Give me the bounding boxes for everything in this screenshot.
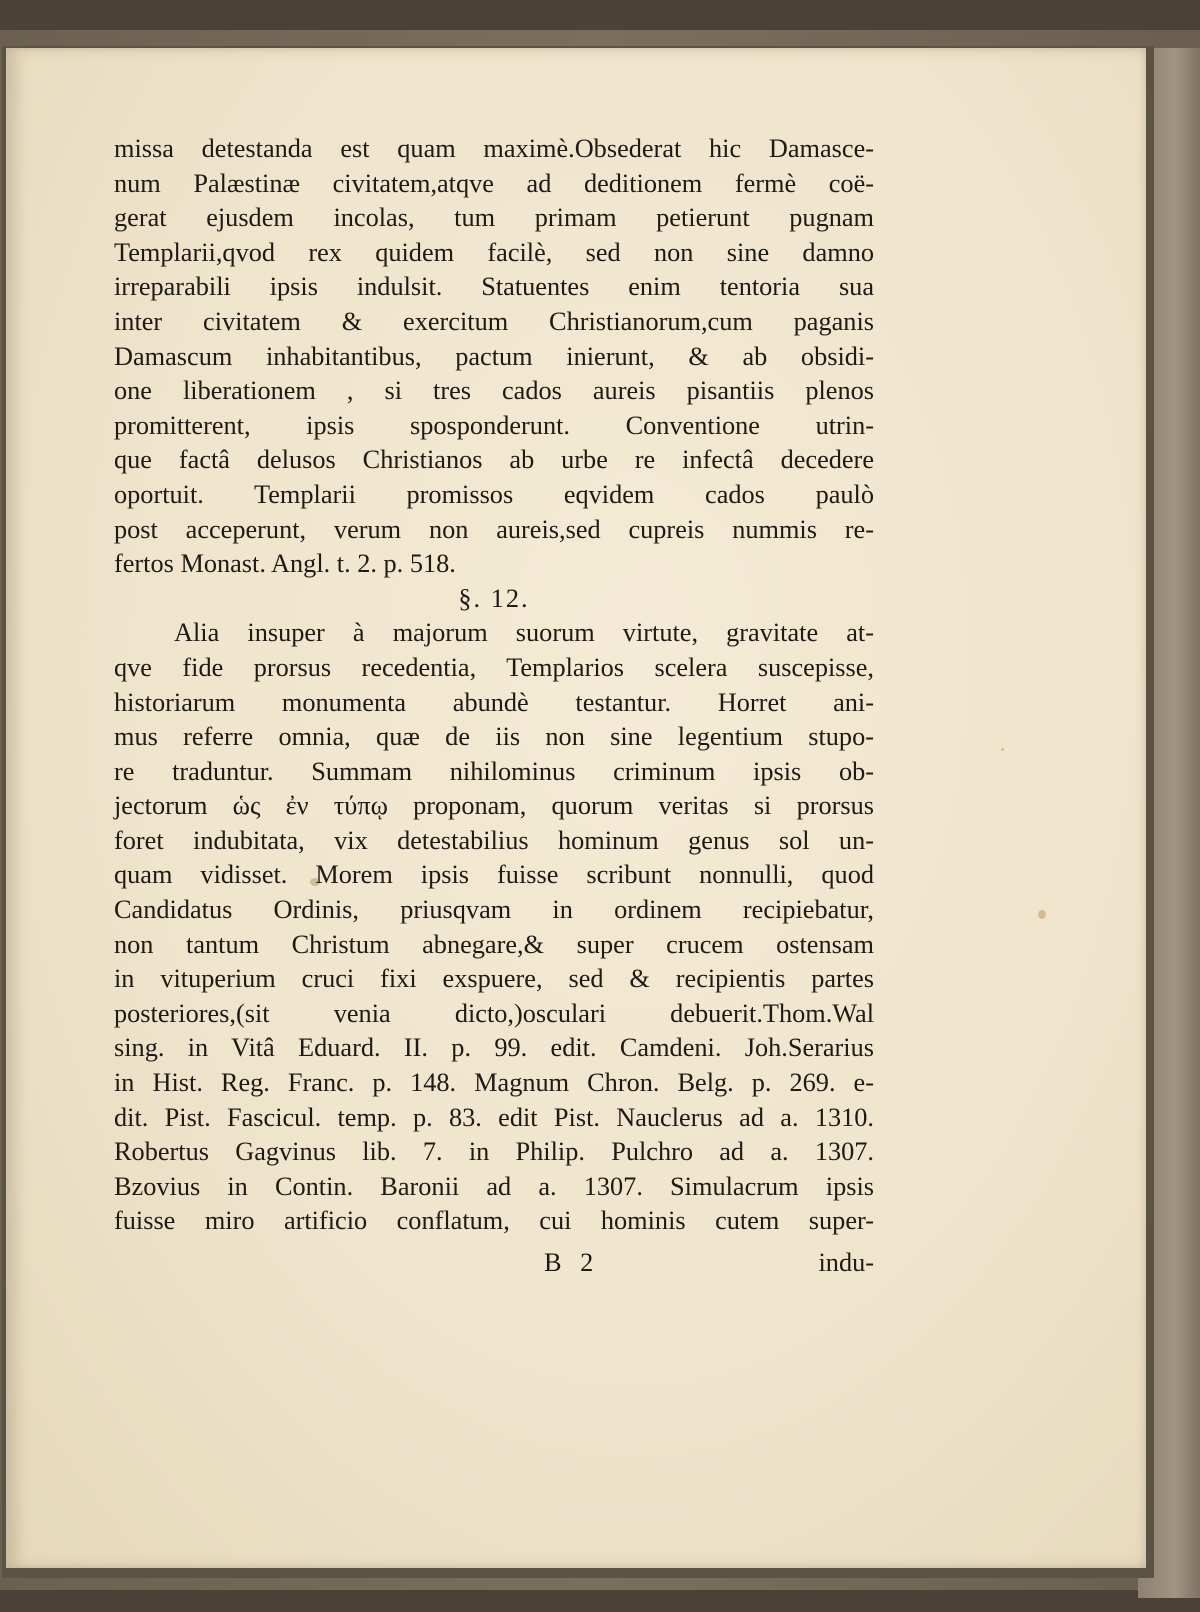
paragraph-line: mus referre omnia, quæ de iis non sine legentium stupo-	[114, 722, 874, 752]
paragraph-line: historiarum monumenta abundè testantur. Horret ani-	[114, 687, 874, 717]
catchword: indu-	[818, 1248, 874, 1277]
paragraph-line: jectorum ὡς ἐν τύπῳ proponam, quorum veritas si prorsus	[114, 791, 874, 821]
paragraph-line: posteriores,(sit venia dicto,)osculari debuerit.Thom.Wal	[114, 998, 874, 1028]
text-line: oportuit. Templarii promissos eqvidem cados paulò	[114, 479, 874, 509]
paragraph-line: sing. in Vitâ Eduard. II. p. 99. edit. Camdeni. Joh.Serarius	[114, 1033, 874, 1063]
paragraph-line: Candidatus Ordinis, priusqvam in ordinem recipiebatur,	[114, 895, 874, 925]
text-line: que factâ delusos Christianos ab urbe re infectâ decedere	[114, 445, 874, 475]
paragraph-line: non tantum Christum abnegare,& super crucem ostensam	[114, 929, 874, 959]
signature-mark: B 2	[544, 1248, 600, 1277]
paragraph-line: quam vidisset. Morem ipsis fuisse scribunt nonnulli, quod	[114, 860, 874, 890]
text-line: fertos Monast. Angl. t. 2. p. 518.	[114, 549, 456, 579]
text-line: inter civitatem & exercitum Christianorum,cum paganis	[114, 306, 874, 336]
text-line: Templarii,qvod rex quidem facilè, sed non sine damno	[114, 237, 874, 267]
paragraph-line: in Hist. Reg. Franc. p. 148. Magnum Chron. Belg. p. 269. e-	[114, 1068, 874, 1098]
paper-speck	[1038, 910, 1046, 919]
text-line: irreparabili ipsis indulsit. Statuentes enim tentoria sua	[114, 272, 874, 302]
paragraph-line: Bzovius in Contin. Baronii ad a. 1307. Simulacrum ipsis	[114, 1171, 874, 1201]
paper-speck	[1001, 748, 1004, 751]
text-line: num Palæstinæ civitatem,atqve ad deditionem fermè coë-	[114, 168, 874, 198]
paragraph-line: qve fide prorsus recedentia, Templarios scelera suscepisse,	[114, 652, 874, 682]
paragraph-line: Alia insuper à majorum suorum virtute, gravitate at-	[174, 618, 874, 648]
text-line: one liberationem , si tres cados aureis pisantiis plenos	[114, 376, 874, 406]
paragraph-line: in vituperium cruci fixi exspuere, sed & recipientis partes	[114, 964, 874, 994]
text-line: post acceperunt, verum non aureis,sed cupreis nummis re-	[114, 514, 874, 544]
text-line: gerat ejusdem incolas, tum primam petierunt pugnam	[114, 203, 874, 233]
section-heading: §. 12.	[458, 583, 530, 613]
paragraph-line: re traduntur. Summam nihilominus criminum ipsis ob-	[114, 756, 874, 786]
paragraph-line: foret indubitata, vix detestabilius hominum genus sol un-	[114, 825, 874, 855]
text-line: missa detestanda est quam maximè.Obsederat hic Damasce-	[114, 134, 874, 163]
page-footer	[114, 1248, 874, 1284]
text-line: promitterent, ipsis sposponderunt. Conventione utrin-	[114, 410, 874, 440]
paragraph-line: fuisse miro artificio conflatum, cui hominis cutem super-	[114, 1206, 874, 1236]
text-line: Damascum inhabitantibus, pactum inierunt, & ab obsidi-	[114, 341, 874, 371]
paragraph-line: dit. Pist. Fascicul. temp. p. 83. edit Pist. Nauclerus ad a. 1310.	[114, 1102, 874, 1132]
page-text	[114, 132, 874, 1239]
paragraph-line: Robertus Gagvinus lib. 7. in Philip. Pulchro ad a. 1307.	[114, 1137, 874, 1167]
